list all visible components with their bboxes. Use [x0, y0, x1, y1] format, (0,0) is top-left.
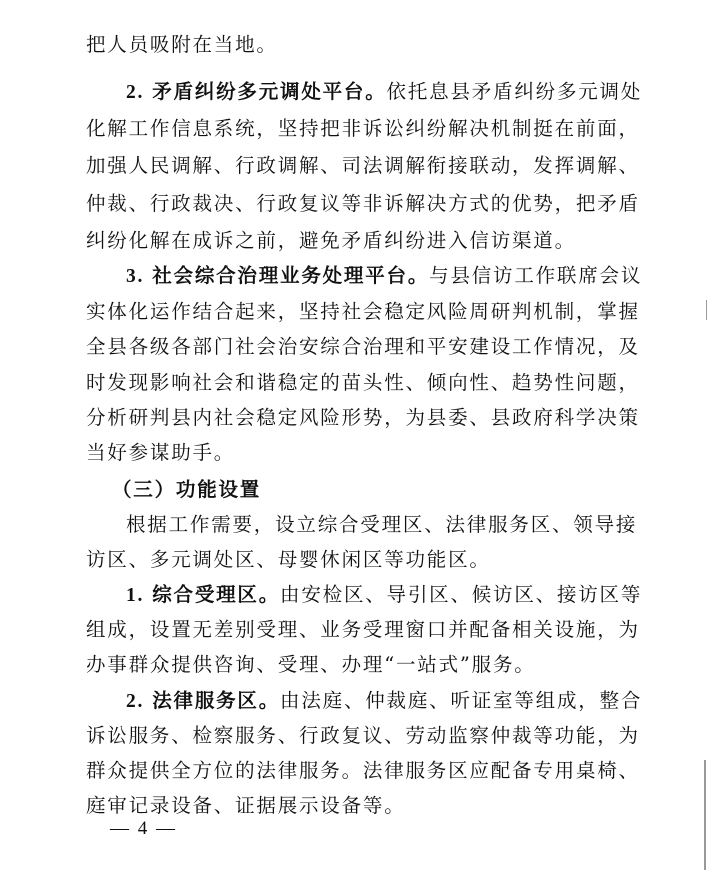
item-heading: 综合受理区。 [152, 583, 281, 606]
paragraph-line: 庭审记录设备、证据展示设备等。 [86, 794, 406, 817]
item-1-first-line [126, 581, 643, 608]
paragraph-line: 当好参谋助手。 [86, 441, 236, 464]
paragraph-line: 访区、多元调处区、母婴休闲区等功能区。 [86, 548, 491, 571]
subsection-heading: （三）功能设置 [112, 478, 262, 501]
list-number: 1. [126, 585, 145, 606]
item-heading: 法律服务区。 [152, 689, 281, 712]
section-heading: 矛盾纠纷多元调处平台。 [152, 80, 387, 103]
list-number: 2. [126, 691, 145, 712]
scan-edge-mark [704, 760, 706, 870]
paragraph-line: 化解工作信息系统，坚持把非诉讼纠纷解决机制挺在前面， [86, 117, 640, 140]
paragraph-line: 把人员吸附在当地。 [86, 33, 278, 56]
paragraph-line: 办事群众提供咨询、受理、办理“一站式”服务。 [86, 653, 536, 676]
paragraph-line: 根据工作需要，设立综合受理区、法律服务区、领导接 [126, 513, 638, 536]
list-number: 3. [126, 266, 145, 287]
section-text: 与县信访工作联席会议 [429, 264, 643, 287]
section-2-first-line [126, 78, 643, 105]
page-number: — 4 — [110, 818, 177, 839]
paragraph-line: 加强人民调解、行政调解、司法调解衔接联动，发挥调解、 [86, 154, 640, 177]
paragraph-line: 组成，设置无差别受理、业务受理窗口并配备相关设施，为 [86, 618, 640, 641]
item-text: 由法庭、仲裁庭、听证室等组成，整合 [280, 689, 643, 712]
paragraph-line: 纠纷化解在成诉之前，避免矛盾纠纷进入信访渠道。 [86, 229, 576, 252]
item-2-first-line [126, 687, 643, 714]
paragraph-line: 实体化运作结合起来，坚持社会稳定风险周研判机制，掌握 [86, 300, 640, 323]
scan-edge-mark [706, 300, 707, 320]
section-text: 依托息县矛盾纠纷多元调处 [386, 80, 643, 103]
paragraph-line: 仲裁、行政裁决、行政复议等非诉解决方式的优势，把矛盾 [86, 192, 640, 215]
paragraph-line: 全县各级各部门社会治安综合治理和平安建设工作情况，及 [86, 335, 640, 358]
paragraph-line: 诉讼服务、检察服务、行政复议、劳动监察仲裁等功能，为 [86, 724, 640, 747]
item-text: 由安检区、导引区、候访区、接访区等 [280, 583, 643, 606]
paragraph-line: 群众提供全方位的法律服务。法律服务区应配备专用桌椅、 [86, 759, 640, 782]
section-heading: 社会综合治理业务处理平台。 [152, 264, 430, 287]
paragraph-line: 分析研判县内社会稳定风险形势，为县委、县政府科学决策 [86, 406, 640, 429]
section-3-first-line [126, 262, 643, 289]
list-number: 2. [126, 82, 145, 103]
paragraph-line: 时发现影响社会和谐稳定的苗头性、倾向性、趋势性问题， [86, 371, 640, 394]
